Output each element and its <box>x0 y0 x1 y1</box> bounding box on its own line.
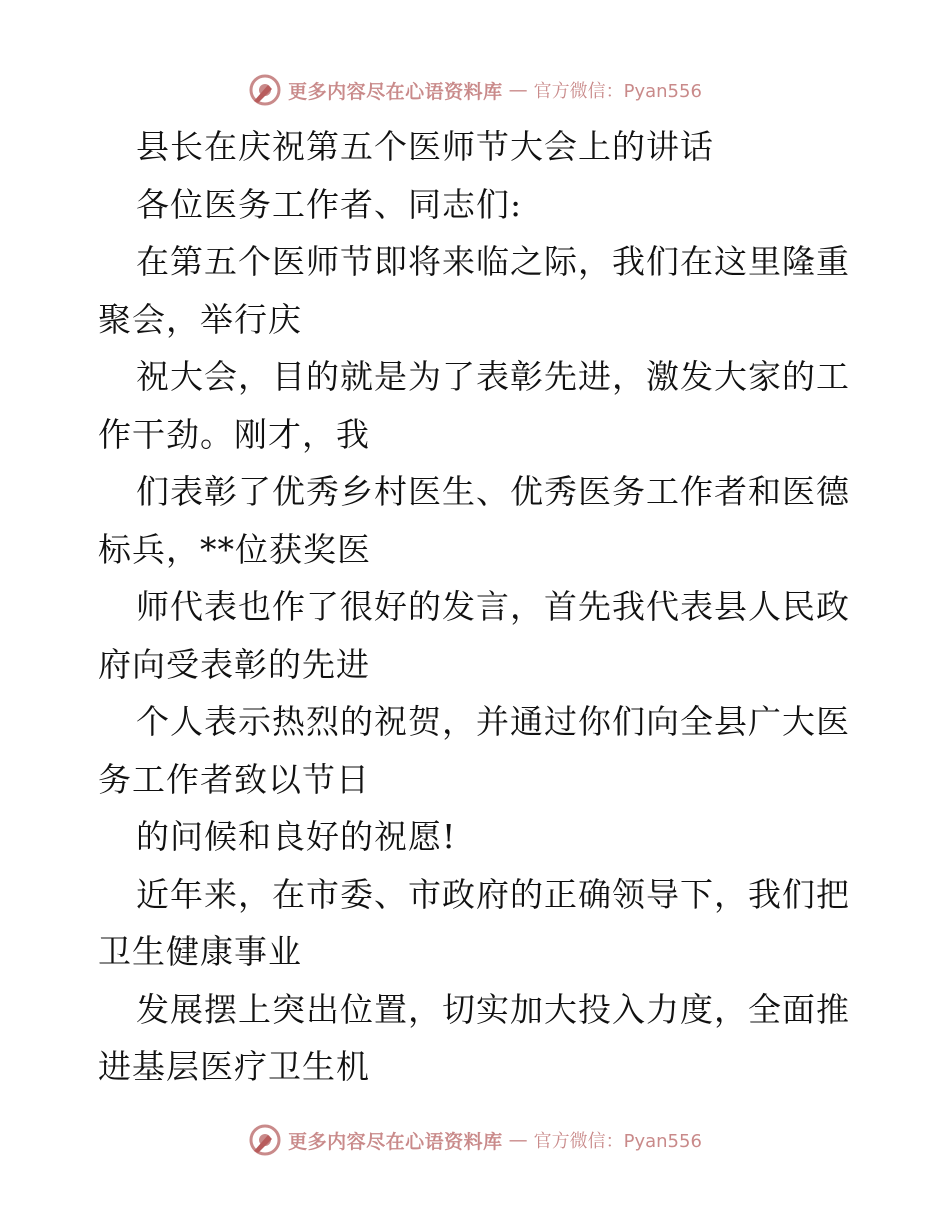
salutation: 各位医务工作者、同志们: <box>136 184 523 224</box>
text-line: 师代表也作了很好的发言，首先我代表县人民政 <box>136 587 850 626</box>
banner-text: 更多内容尽在心语资料库 <box>288 1130 503 1153</box>
banner-separator: — <box>508 1129 528 1151</box>
text-line: 发展摆上突出位置，切实加大投入力度，全面推 <box>136 989 850 1029</box>
logo-icon <box>248 73 282 107</box>
logo-icon <box>248 1123 282 1157</box>
text-line: 务工作者致以节日 <box>98 759 370 799</box>
text-line: 个人表示热烈的祝贺，并通过你们向全县广大医 <box>136 702 850 741</box>
text-line: 的问候和良好的祝愿! <box>136 817 457 856</box>
text-line: 聚会，举行庆 <box>98 299 302 339</box>
text-line: 在第五个医师节即将来临之际，我们在这里隆重 <box>136 242 850 281</box>
document-title: 县长在庆祝第五个医师节大会上的讲话 <box>136 127 714 166</box>
text-line: 们表彰了优秀乡村医生、优秀医务工作者和医德 <box>136 472 850 511</box>
text-line: 作干劲。刚才，我 <box>98 414 370 454</box>
text-line: 府向受表彰的先进 <box>98 644 370 684</box>
banner-text: 更多内容尽在心语资料库 <box>288 80 503 103</box>
text-line: 进基层医疗卫生机 <box>98 1047 370 1086</box>
text-line: 近年来，在市委、市政府的正确领导下，我们把 <box>136 874 850 914</box>
text-line: 标兵，**位获奖医 <box>98 529 371 569</box>
text-line: 祝大会，目的就是为了表彰先进，激发大家的工 <box>136 357 850 396</box>
text-line: 卫生健康事业 <box>98 932 302 971</box>
header-watermark-banner <box>0 70 950 110</box>
banner-separator: — <box>508 79 528 101</box>
footer-watermark-banner <box>0 1120 950 1160</box>
document-body <box>98 118 858 1096</box>
banner-contact: 官方微信：Pyan556 <box>533 81 702 102</box>
banner-contact: 官方微信：Pyan556 <box>533 1131 702 1152</box>
